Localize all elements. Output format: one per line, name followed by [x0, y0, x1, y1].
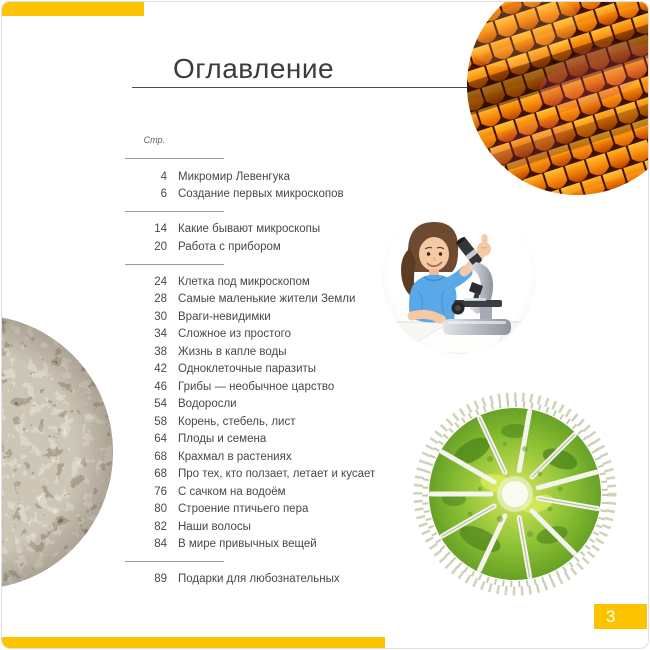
toc-entry-label: Корень, стебель, лист	[178, 415, 296, 428]
toc-entry[interactable]	[125, 536, 393, 554]
toc-list	[125, 168, 393, 588]
toc-entry-page: 38	[154, 345, 167, 358]
toc-entry-label: Грибы — необычное царство	[178, 380, 335, 393]
page-title: Оглавление	[173, 53, 335, 84]
green-algae-photo	[410, 389, 620, 599]
toc-entry-page: 42	[154, 363, 167, 376]
toc-entry-label: Одноклеточные паразиты	[178, 363, 317, 376]
toc-entry-label: Подарки для любознательных	[178, 573, 340, 586]
toc-entry-page: 68	[154, 468, 167, 481]
toc-entry[interactable]	[125, 483, 393, 501]
toc-group-divider	[125, 256, 393, 274]
toc-entry-page: 30	[154, 310, 167, 323]
toc-entry-label: Какие бывают микроскопы	[178, 223, 321, 236]
toc-entry-label: Сложное из простого	[178, 328, 291, 341]
toc-entry-label: С сачком на водоём	[178, 485, 286, 498]
toc-header-rule	[125, 158, 224, 159]
girl-with-microscope-photo	[382, 200, 536, 354]
toc-entry-page: 20	[154, 240, 167, 253]
toc-entry-page: 34	[154, 328, 167, 341]
toc-entry[interactable]	[125, 186, 393, 204]
toc-entry[interactable]	[125, 378, 393, 396]
toc-entry[interactable]	[125, 501, 393, 519]
toc-entry[interactable]	[125, 448, 393, 466]
toc-entry-page: 80	[154, 503, 167, 516]
toc-entry-label: Самые маленькие жители Земли	[178, 293, 356, 306]
toc-entry-label: Наши волосы	[178, 520, 251, 533]
toc-entry[interactable]	[125, 396, 393, 414]
toc-entry-page: 46	[154, 380, 167, 393]
toc-entry-label: Плоды и семена	[178, 433, 267, 446]
toc-entry-label: Про тех, кто ползает, летает и кусает	[178, 468, 376, 481]
toc-entry-page: 58	[154, 415, 167, 428]
toc-entry-label: Клетка под микроскопом	[178, 275, 310, 288]
toc-entry[interactable]	[125, 413, 393, 431]
toc-entry-label: Водоросли	[178, 398, 237, 411]
toc-entry-page: 84	[154, 538, 167, 551]
toc-entry[interactable]	[125, 343, 393, 361]
toc-entry-page: 14	[154, 223, 167, 236]
toc-entry[interactable]	[125, 466, 393, 484]
toc-entry-label: Строение птичьего пера	[178, 503, 309, 516]
toc-entry-page: 28	[154, 293, 167, 306]
toc-entry-page: 89	[154, 573, 167, 586]
toc-group-divider	[125, 203, 393, 221]
toc-entry-label: Жизнь в капле воды	[178, 345, 287, 358]
toc-entry-label: В мире привычных вещей	[178, 538, 317, 551]
toc-group-divider	[125, 553, 393, 571]
bottom-accent-bar	[2, 637, 385, 649]
toc-entry[interactable]	[125, 273, 393, 291]
page-number: 3	[606, 606, 616, 626]
toc-entry[interactable]	[125, 168, 393, 186]
toc-entry-page: 76	[154, 485, 167, 498]
toc-entry[interactable]	[125, 238, 393, 256]
top-accent-bar	[2, 2, 144, 16]
toc-entry-page: 64	[154, 433, 167, 446]
page-number-badge	[594, 604, 647, 629]
title-rule	[132, 87, 467, 88]
sponge-texture-photo	[1, 314, 114, 590]
toc-entry[interactable]	[125, 571, 393, 589]
butterfly-wing-scales-photo	[467, 1, 649, 195]
toc-entry-label: Работа с прибором	[178, 240, 281, 253]
toc-entry-page: 4	[160, 170, 167, 183]
toc-entry-page: 54	[154, 398, 167, 411]
page-column-header: Стр.	[143, 135, 165, 145]
toc-entry[interactable]	[125, 518, 393, 536]
toc-entry[interactable]	[125, 291, 393, 309]
toc-entry-label: Создание первых микроскопов	[178, 188, 344, 201]
toc-entry-page: 68	[154, 450, 167, 463]
toc-entry-page: 6	[160, 188, 167, 201]
toc-entry-label: Крахмал в растениях	[178, 450, 292, 463]
toc-entry[interactable]	[125, 308, 393, 326]
toc-entry[interactable]	[125, 431, 393, 449]
toc-entry-label: Враги-невидимки	[178, 310, 271, 323]
toc-entry-label: Микромир Левенгука	[178, 170, 291, 183]
toc-entry[interactable]	[125, 361, 393, 379]
toc-entry[interactable]	[125, 326, 393, 344]
toc-entry[interactable]	[125, 221, 393, 239]
toc-entry-page: 82	[154, 520, 167, 533]
book-page	[1, 1, 649, 649]
toc-entry-page: 24	[154, 275, 167, 288]
